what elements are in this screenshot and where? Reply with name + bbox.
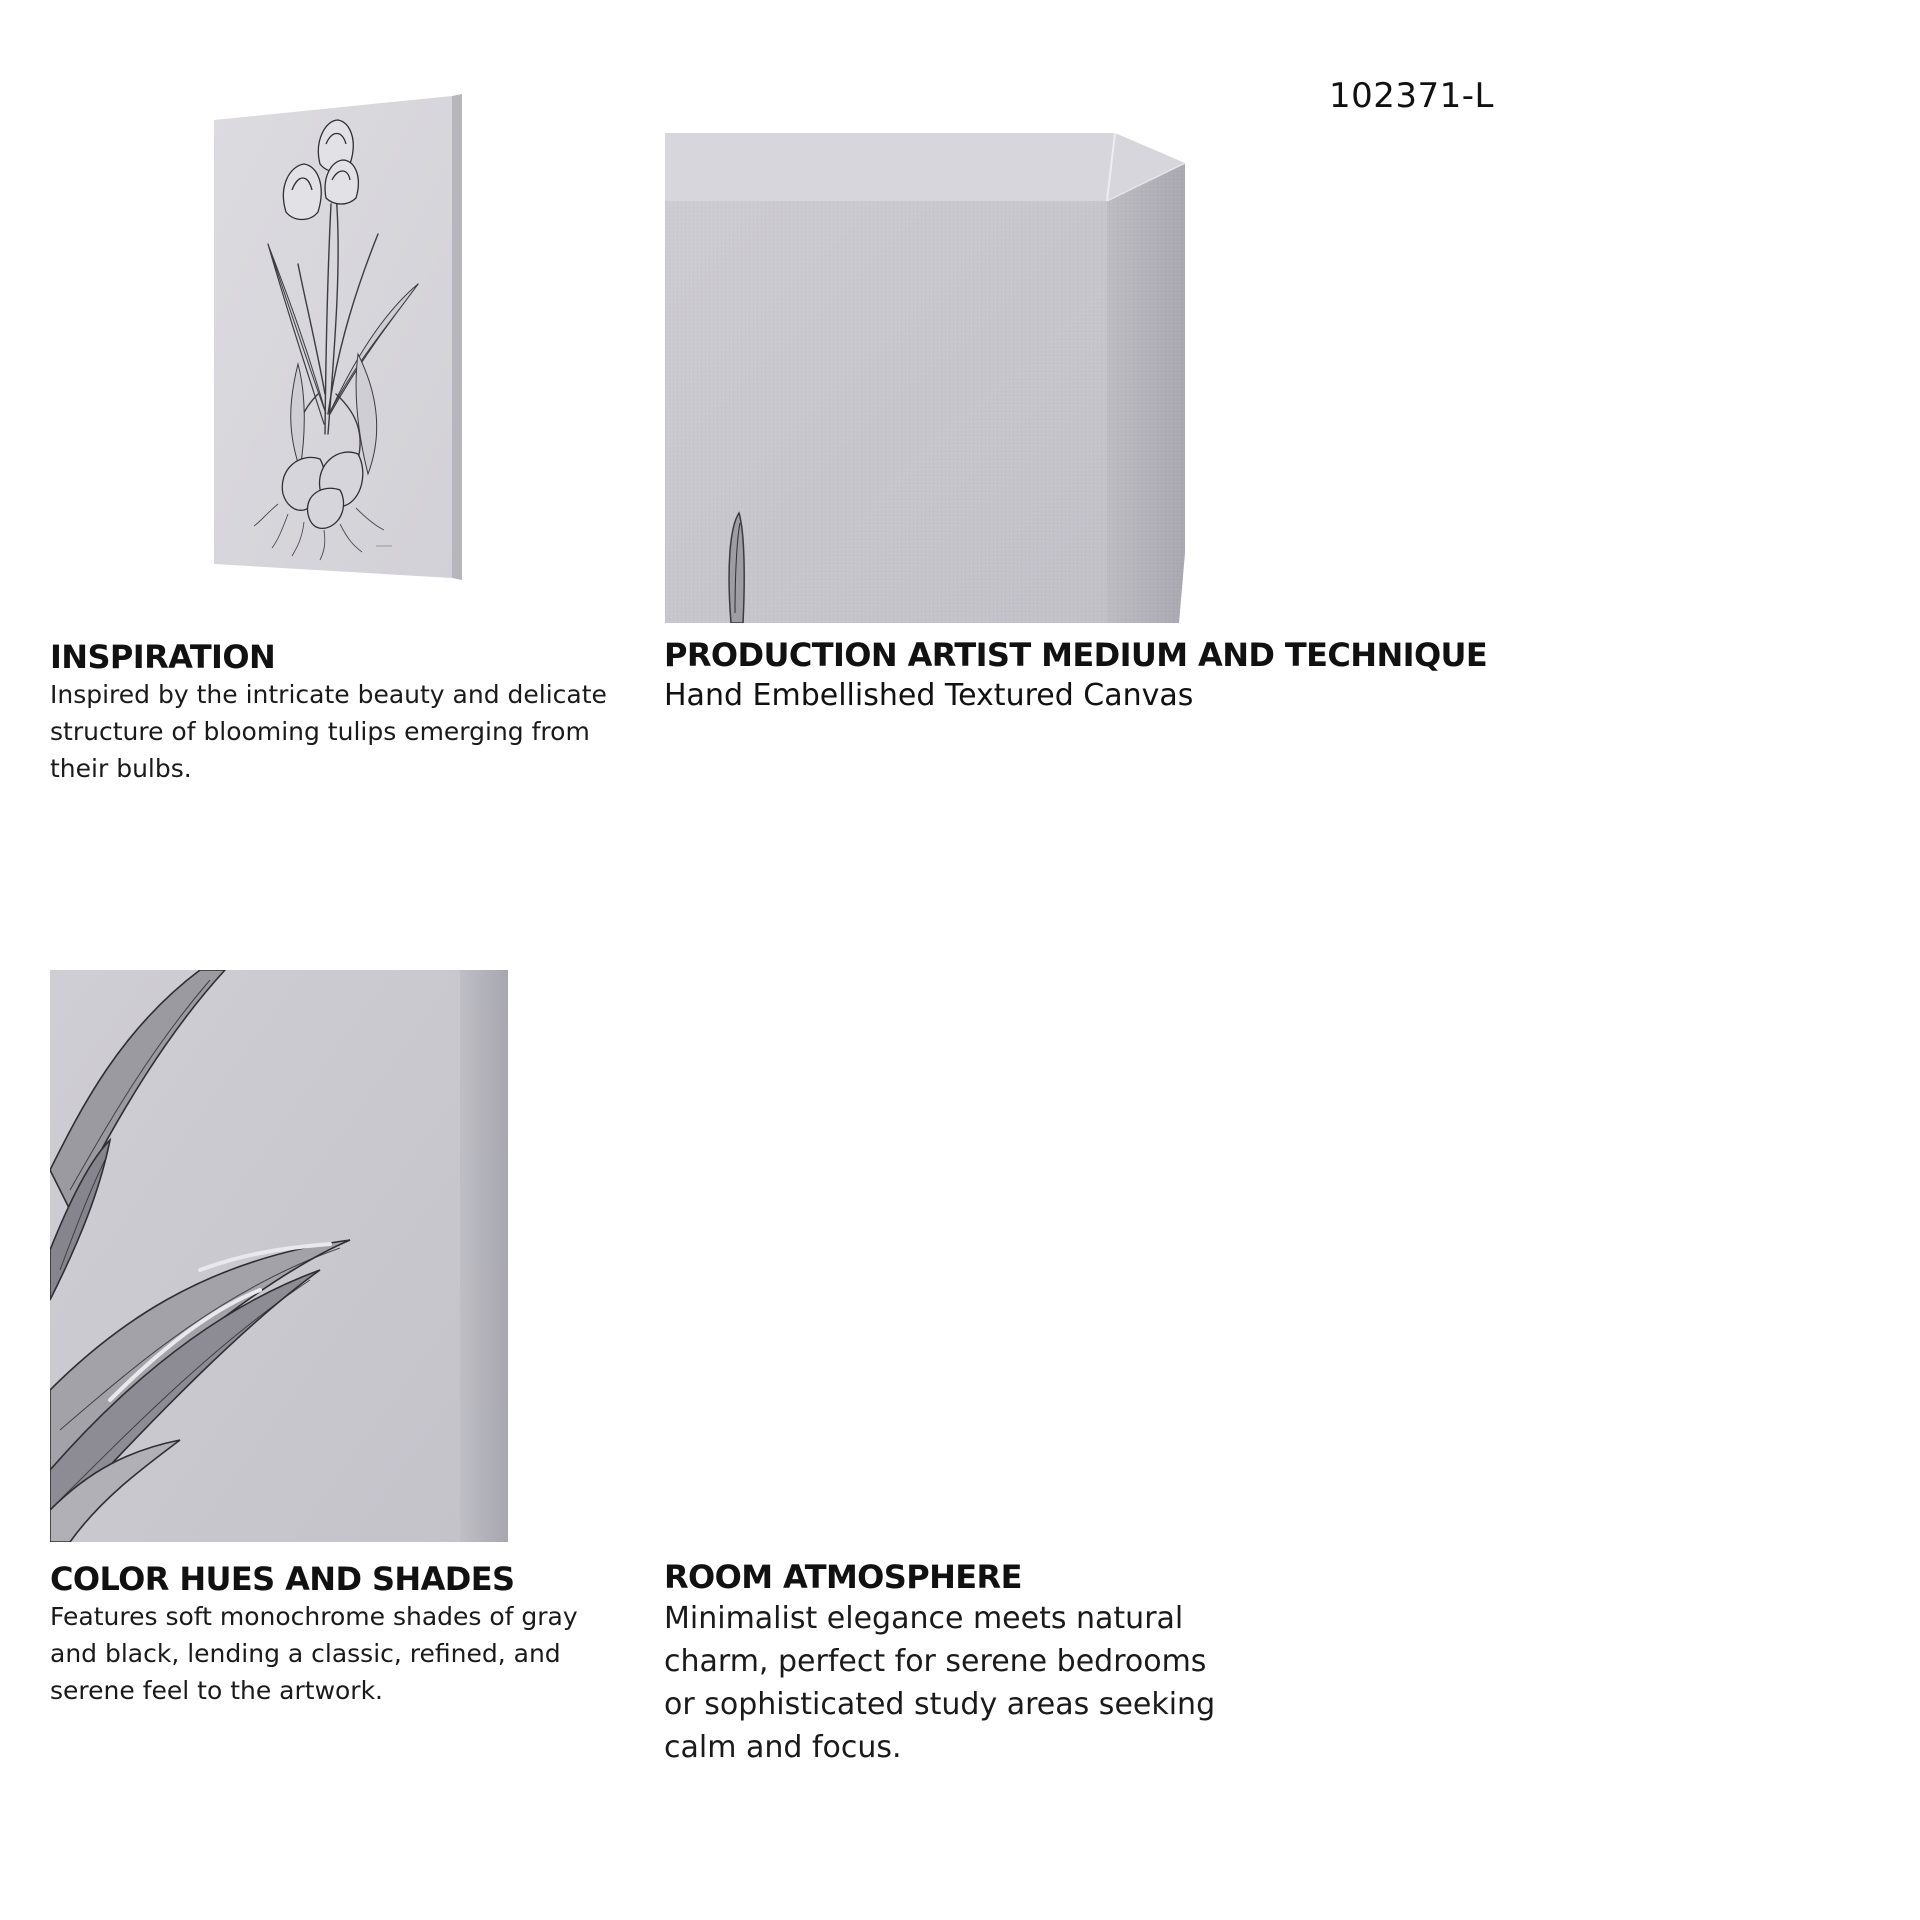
room-atmosphere-heading: ROOM ATMOSPHERE [664,1558,1022,1596]
product-sku: 102371-L [1329,76,1495,116]
production-heading: PRODUCTION ARTIST MEDIUM AND TECHNIQUE [664,636,1488,674]
inspiration-heading: INSPIRATION [50,638,276,676]
inspiration-description: Inspired by the intricate beauty and delicate structure of blooming tulips emerging from their bulbs. [50,680,607,783]
room-atmosphere-description: Minimalist elegance meets natural charm, perfect for serene bedrooms or sophisticated study areas seeking calm and focus. [664,1601,1216,1765]
canvas-front-view-image [208,94,462,580]
canvas-corner-illustration [665,133,1185,623]
leaf-detail-illustration [50,970,508,1542]
tulip-canvas-illustration [208,94,462,580]
color-description: Features soft monochrome shades of gray and black, lending a classic, refined, and serene feel to the artwork. [50,1602,578,1705]
canvas-leaf-detail-image [50,970,508,1542]
color-heading: COLOR HUES AND SHADES [50,1560,515,1598]
canvas-corner-detail-image [665,133,1185,623]
production-description: Hand Embellished Textured Canvas [664,678,1194,713]
